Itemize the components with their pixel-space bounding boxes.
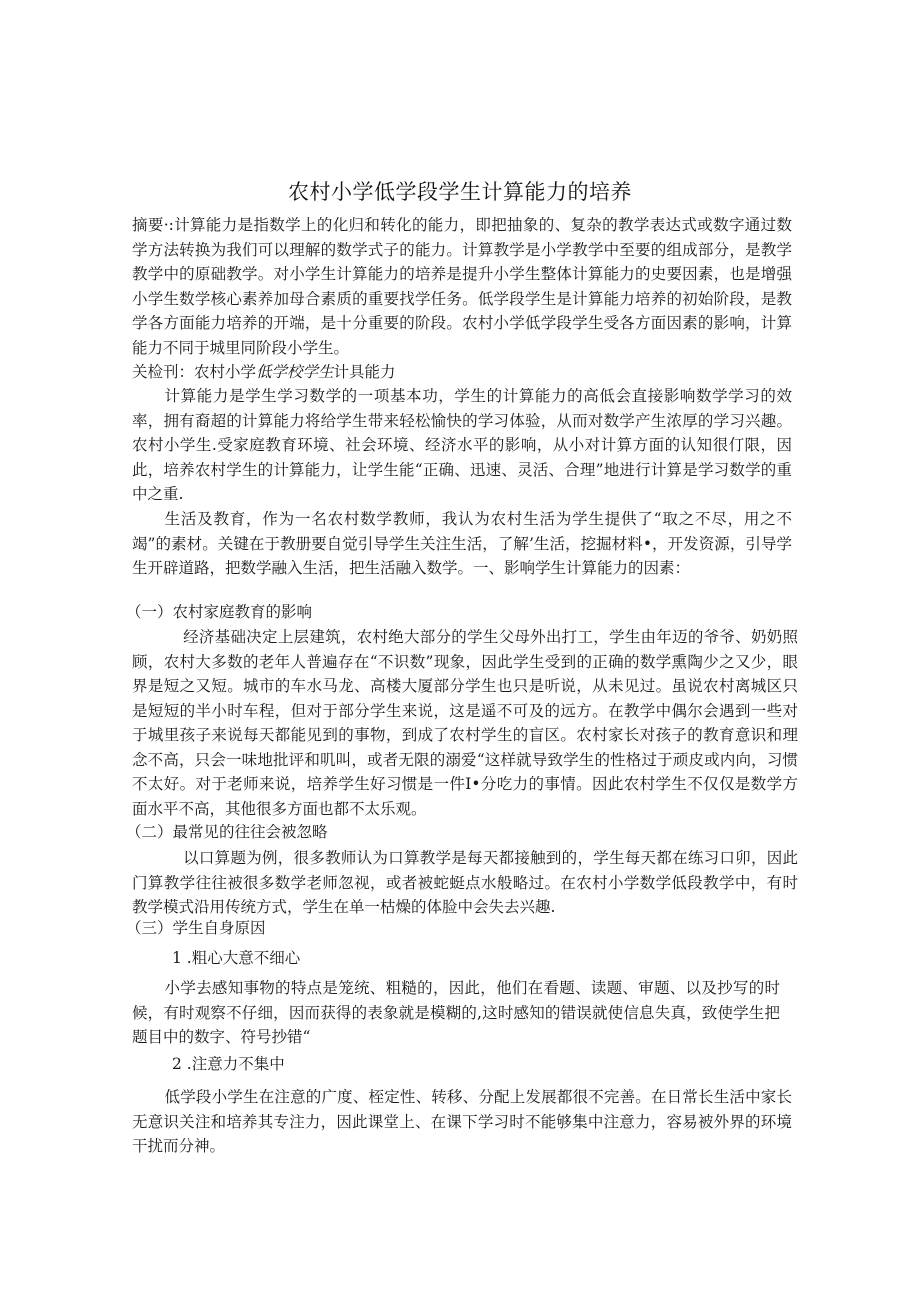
keywords-label: 关检刊：: [132, 363, 195, 381]
item-2-heading: 2 .注意力不集中: [172, 1055, 285, 1073]
keywords-tail: 计具能力: [333, 363, 396, 381]
section-3-heading: （三）学生自身原因: [126, 919, 266, 937]
keywords-plain: 农村小学: [194, 363, 257, 381]
item-2-body: 低学段小学生在注意的广度、桎定性、转移、分配上发展都很不完善。在日常长生活中家长无意识关注和培养其专注力，因此课堂上、在课下学习时不能够集中注意力，容易被外界的环境干扰而分神。: [132, 1088, 792, 1155]
item-1-heading: 1 .粗心大意不细心: [172, 949, 301, 967]
document-title: 农村小学低学段学生计算能力的培养: [288, 180, 632, 204]
keywords-italic: 低学校学生: [256, 363, 334, 381]
section-1-heading: （一）农村家庭教育的影响: [126, 603, 313, 621]
section-2-heading: （二）最常见的往往会被忽略: [126, 823, 328, 841]
section-1-body: 经济基础决定上层建筑，农村绝大部分的学生父母外出打工，学生由年迈的爷爷、奶奶照顾，农村大多数的老年人普遍存在“不识数”现象，因此学生受到的正确的数学熏陶少之又少，眼界是短之又短。城市的车水马龙、高楼大厦部分学生也只是听说，从未见过。虽说农村离城区只是短短的半小时车程，但对于部分学生来说，这是遥不可及的远方。在教学中偶尔会遇到一些对于城里孩子来说每天都能见到的事物，到成了农村学生的盲区。农村家长对孩子的教育意识和理念不高，只会一味地批评和叽叫，或者无限的溺爱“这样就导致学生的性格过于顽皮或内向，习惯不太好。对于老师来说，培养学生好习惯是一件I•分吃力的事情。因此农村学生不仅仅是数学方面水平不高，其他很多方面也都不太乐观。: [132, 628, 798, 818]
intro-paragraph-2: 生活及教育，作为一名农村数学教师，我认为农村生活为学生提供了“取之不尽，用之不竭”的素材。关键在于教册要自觉引导学生关注生活，了解’生活，挖掘材料•，开发资源，引导学生开辟道路，把数学融入生活，把生活融入数学。一、影响学生计算能力的因素：: [132, 510, 792, 577]
intro-paragraph-1: 计算能力是学生学习数学的一项基本功，学生的计算能力的高低会直接影响数学学习的效率，拥有裔超的计算能力将给学生带来轻松愉快的学习体验，从而对数学产生浓厚的学习兴趣。农村小学生.受家庭教育环境、社会环境、经济水平的影响，从小对计算方面的认知很仃限，因此，培养农村学生的计算能力，让学生能“正确、迅速、灵活、合理”地进行计算是学习数学的重中之重.: [132, 387, 792, 503]
keywords-line: [132, 360, 792, 385]
abstract-paragraph: 摘要·:计算能力是指数学上的化归和转化的能力，即把抽象的、复杂的教学表达式或数字通过数学方法转换为我们可以理解的数学式子的能力。计算教学是小学教学中至要的组成部分，是教学教学中的原础教学。对小学生计算能力的培养是提升小学生整体计算能力的史要因素，也是增强小学生数学核心素养加母合素质的重要找学任务。低学段学生是计算能力培养的初始阶段，是教学各方面能力培养的开端，是十分重要的阶段。农村小学低学段学生受各方面因素的影响，计算能力不同于城里同阶段小学生。: [132, 216, 792, 357]
item-1-body: 小学去感知事物的特点是笼统、粗糙的，因此，他们在看题、读题、审题、以及抄写的时候，有时观察不仔细，因而获得的表象就是模糊的,这时感知的错误就使信息失真，致使学生把题目中的数字、符号抄错“: [132, 979, 780, 1046]
section-2-body: 以口算题为例，很多教师认为口算教学是每天都接触到的，学生每天都在练习口卯，因此门算教学往往被很多数学老师忽视，或者被蛇蜓点水般略过。在农村小学数学低段教学中，有时教学模式沿用传统方式，学生在单一枯燥的体脸中会失去兴趣.: [132, 849, 798, 916]
